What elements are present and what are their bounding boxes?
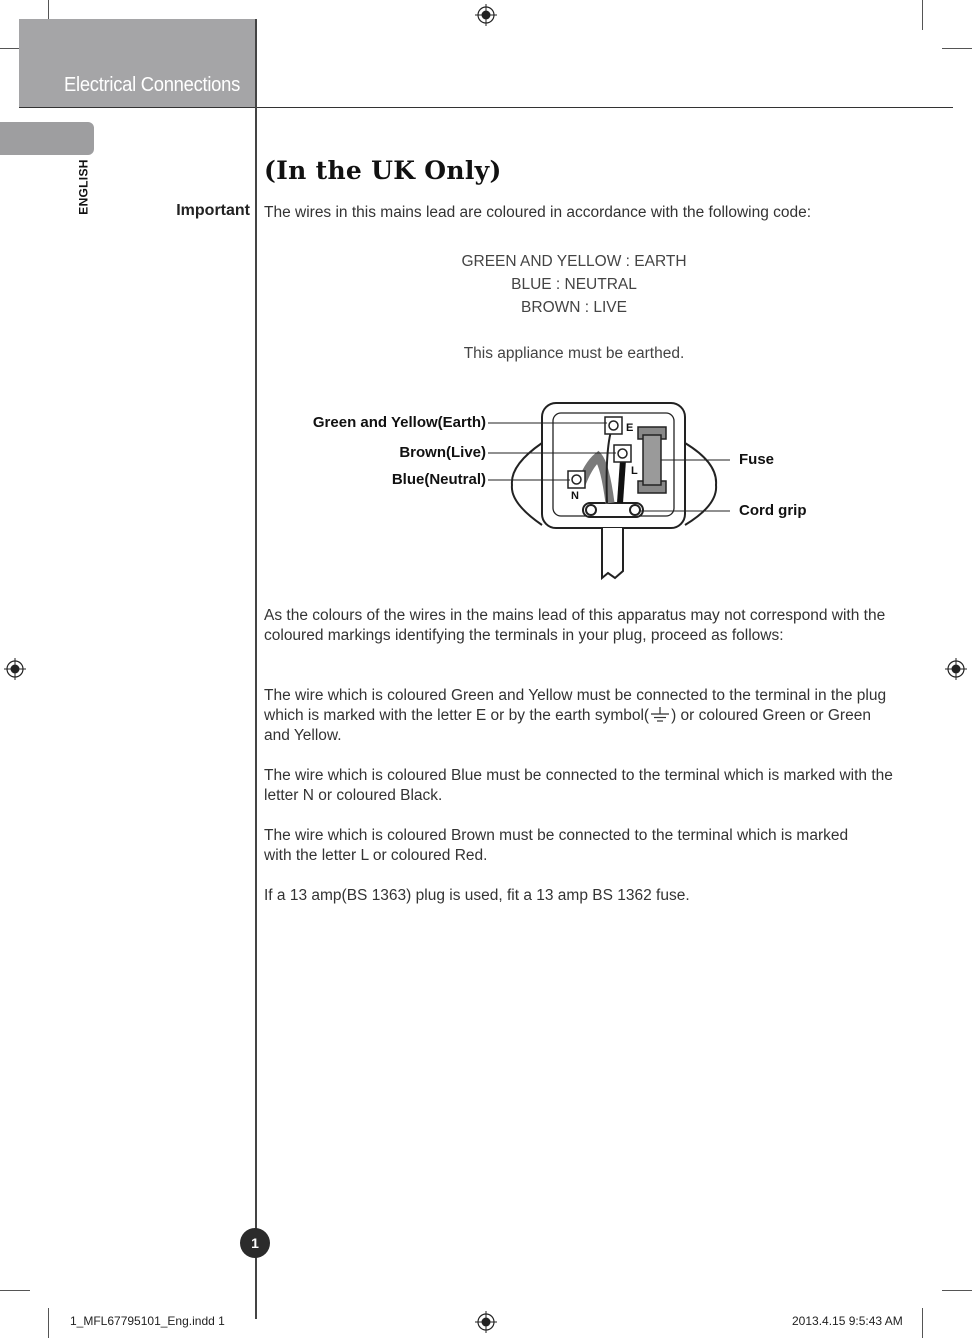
column-divider [255,19,257,1319]
crop-mark [922,1308,923,1338]
paragraph-live: The wire which is coloured Brown must be connected to the terminal which is marked with the letter L or coloured Red. [264,827,849,864]
terminal-l-label: L [631,465,638,477]
terminal-n-label: N [571,490,579,502]
paragraph-fuse: If a 13 amp(BS 1363) plug is used, fit a 13 amp BS 1362 fuse. [264,887,690,904]
terminal-e-label: E [626,422,634,434]
paragraph-earth [264,686,894,746]
label-earth: Green and Yellow(Earth) [312,414,486,431]
code-line-live: BROWN : LIVE [521,299,627,316]
code-line-neutral: BLUE : NEUTRAL [511,276,637,293]
registration-mark-icon [475,4,497,26]
paragraph-colours-note: As the colours of the wires in the mains lead of this apparatus may not correspond with the coloured markings identifying the terminals in your plug, proceed as follows: [264,607,886,644]
language-label: ENGLISH [76,159,91,215]
paragraph-earth-end: ) or coloured Green or Green and Yellow. [264,707,871,744]
paragraph-neutral: The wire which is coloured Blue must be connected to the terminal which is marked with the letter N or coloured Black. [264,767,893,804]
crop-mark [942,48,972,49]
registration-mark-icon [475,1311,497,1333]
intro-text: The wires in this mains lead are coloured in accordance with the following code: [264,204,812,221]
language-tab [0,122,94,155]
page-number: 1 [240,1228,270,1258]
paragraph-earth-start: The wire which is coloured Green and Yellow must be connected to the terminal in the plug which is marked with the letter E or by the earth symbol( [264,687,887,724]
footer-timestamp: 2013.4.15 9:5:43 AM [792,1314,903,1328]
earthed-notice: This appliance must be earthed. [463,345,685,362]
crop-mark [922,0,923,30]
registration-mark-icon [945,658,967,680]
label-cord-grip: Cord grip [739,502,807,519]
code-line-earth: GREEN AND YELLOW : EARTH [461,253,687,270]
header-rule [19,107,953,108]
important-label: Important [176,202,250,219]
registration-mark-icon [4,658,26,680]
plug-diagram [480,395,730,585]
page-title: (In the UK Only) [264,156,502,185]
crop-mark [48,1308,49,1338]
label-neutral: Blue(Neutral) [391,471,486,488]
earth-symbol-icon [649,707,671,723]
label-fuse: Fuse [739,451,775,468]
footer-file-name: 1_MFL67795101_Eng.indd 1 [70,1314,225,1328]
crop-mark [942,1290,972,1291]
crop-mark [0,1290,30,1291]
section-header-title: Electrical Connections [64,74,240,96]
label-live: Brown(Live) [399,444,486,461]
